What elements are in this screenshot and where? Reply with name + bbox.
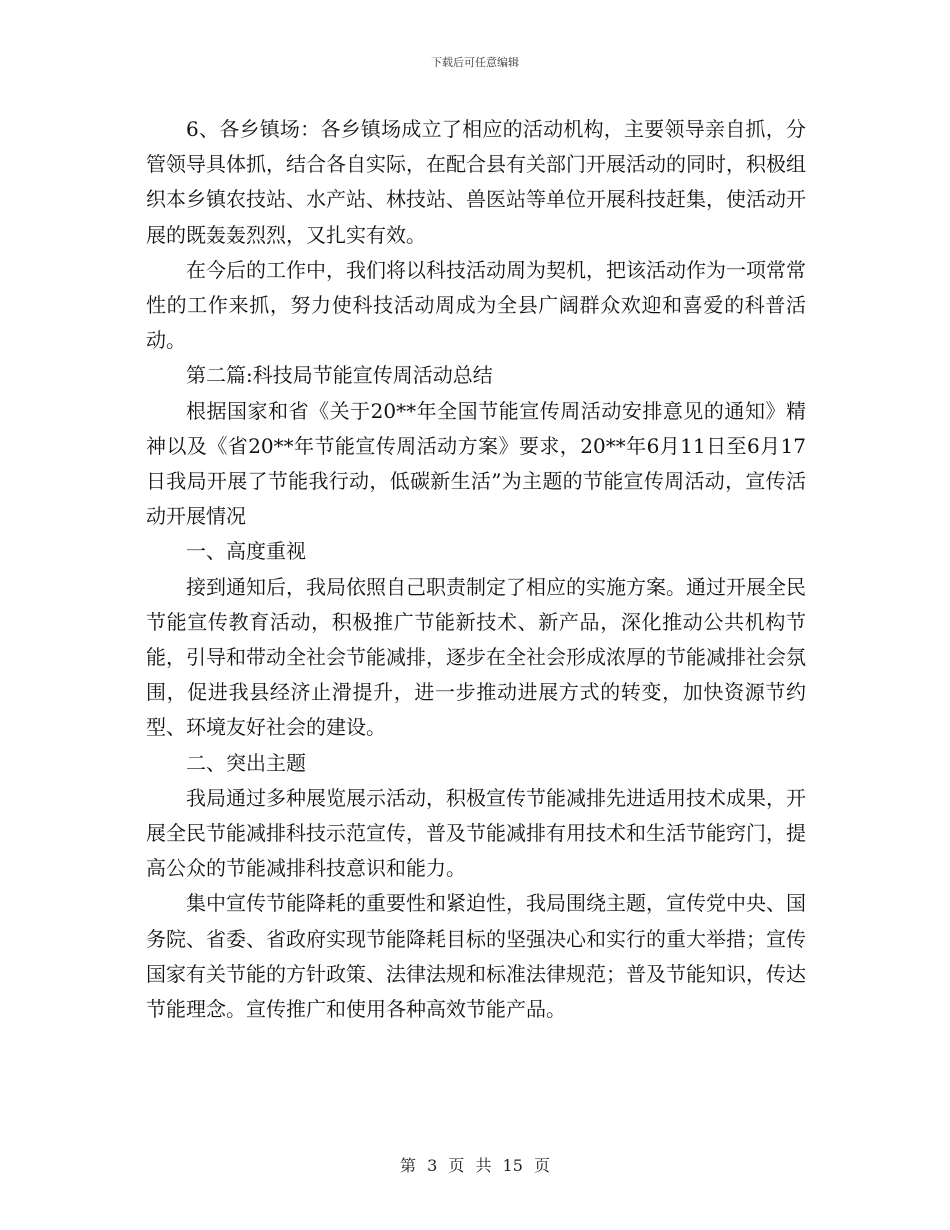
paragraph-publicity: 集中宣传节能降耗的重要性和紧迫性，我局围绕主题，宣传党中央、国务院、省委、省政府实现节能降耗目标的坚强决心和实行的重大举措；宣传国家有关节能的方针政策、法律法规和标准法律规范；普及节能知识，传达节能理念。宣传推广和使用各种高效节能产品。 <box>146 891 806 1022</box>
page-number-footer: 第 3 页 共 15 页 <box>400 1156 550 1175</box>
paragraph-notice-basis: 根据国家和省《关于20**年全国节能宣传周活动安排意见的通知》精神以及《省20**年节能宣传周活动方案》要求，20**年6月11日至6月17日我局开展了节能我行动，低碳新生活”为主题的节能宣传周活动，宣传活动开展情况 <box>146 398 806 529</box>
heading-high-attention: 一、高度重视 <box>186 539 306 564</box>
paragraph-township: 6、各乡镇场：各乡镇场成立了相应的活动机构，主要领导亲自抓，分管领导具体抓，结合各自实际，在配合县有关部门开展活动的同时，积极组织本乡镇农技站、水产站、林技站、兽医站等单位开展科技赶集，使活动开展的既轰轰烈烈，又扎实有效。 <box>146 117 806 247</box>
paragraph-exhibitions: 我局通过多种展览展示活动，积极宣传节能减排先进适用技术成果，开展全民节能减排科技示范宣传，普及节能减排有用技术和生活节能窍门，提高公众的节能减排科技意识和能力。 <box>146 785 806 881</box>
heading-highlight-theme: 二、突出主题 <box>186 750 306 775</box>
section-title-part-two: 第二篇:科技局节能宣传周活动总结 <box>186 363 493 388</box>
paragraph-future-work: 在今后的工作中，我们将以科技活动周为契机，把该活动作为一项常常性的工作来抓，努力使科技活动周成为全县广阔群众欢迎和喜爱的科普活动。 <box>146 257 806 353</box>
paragraph-implementation-plan: 接到通知后，我局依照自己职责制定了相应的实施方案。通过开展全民节能宣传教育活动，积极推广节能新技术、新产品，深化推动公共机构节能，引导和带动全社会节能减排，逐步在全社会形成浓厚的节能减排社会氛围，促进我县经济止滑提升，进一步推动进展方式的转变，加快资源节约型、环境友好社会的建设。 <box>146 574 806 740</box>
document-body <box>146 112 806 1027</box>
page-header: 下载后可任意编辑 <box>431 56 519 69</box>
